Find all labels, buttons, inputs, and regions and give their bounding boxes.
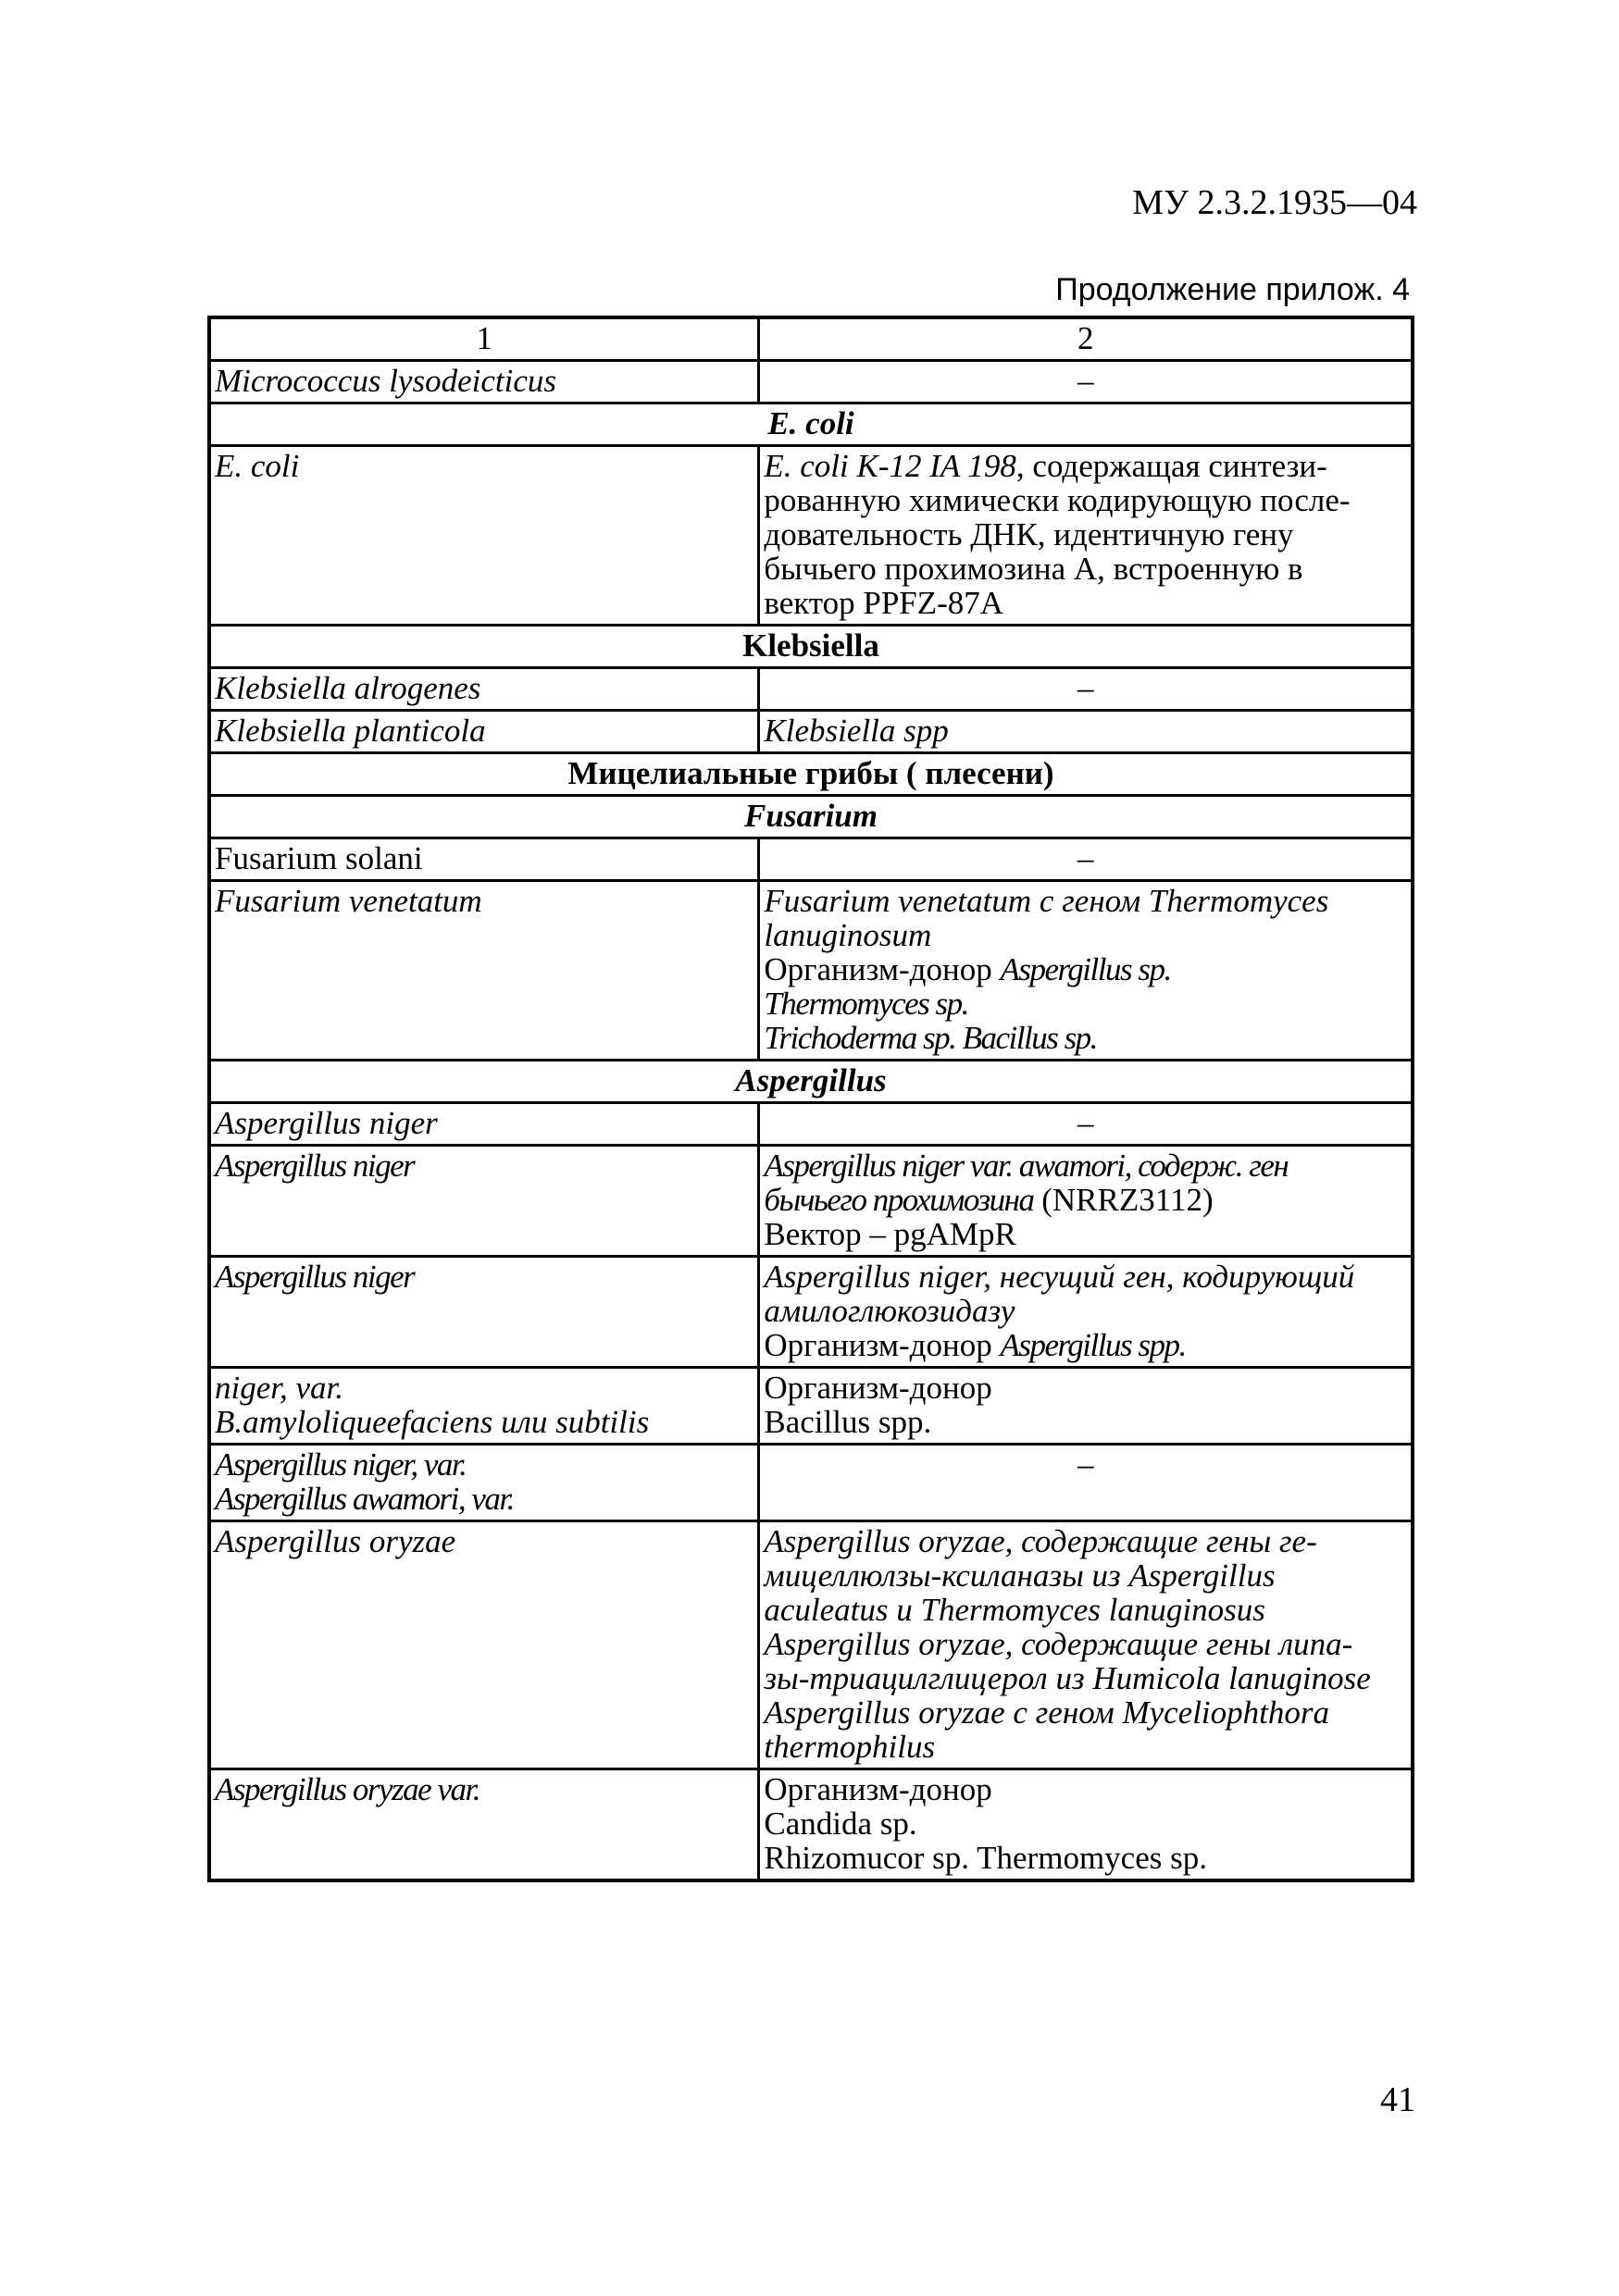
cell-text: вектор PPFZ-87A xyxy=(764,585,1004,621)
cell-text: рованную химически кодирующую после- xyxy=(764,482,1351,518)
organism-cell: Klebsiella planticola xyxy=(209,711,759,753)
continuation-label: Продолжение прилож. 4 xyxy=(1055,272,1410,307)
cell-text: , содержащая синтези- xyxy=(1015,448,1327,484)
organism-cell: Aspergillus niger xyxy=(209,1146,759,1257)
section-row xyxy=(209,753,1413,796)
cell-text: Candida sp. xyxy=(764,1806,917,1842)
cell-text: Организм-донор xyxy=(764,951,992,987)
modification-cell xyxy=(759,1769,1413,1881)
organisms-table xyxy=(207,316,1414,1882)
organism-cell: E. coli xyxy=(209,446,759,626)
organism-cell: Aspergillus niger xyxy=(209,1103,759,1146)
cell-text: Bacillus spp. xyxy=(764,1404,932,1440)
cell-text: довательность ДНК, идентичную гену xyxy=(764,516,1294,552)
cell-text: Rhizomucor sp. Thermomyces sp. xyxy=(764,1840,1207,1876)
table-row xyxy=(209,1146,1413,1257)
modification-cell xyxy=(759,1368,1413,1445)
cell-text: Trichoderma sp. Bacillus sp. xyxy=(764,1020,1097,1056)
section-heading: Fusarium xyxy=(209,796,1413,838)
modification-cell xyxy=(759,1146,1413,1257)
modification-cell: – xyxy=(759,1445,1413,1521)
modification-cell: – xyxy=(759,1103,1413,1146)
document-code: МУ 2.3.2.1935—04 xyxy=(1132,183,1417,222)
modification-cell: – xyxy=(759,361,1413,403)
table-row xyxy=(209,881,1413,1061)
section-row xyxy=(209,626,1413,668)
page-number: 41 xyxy=(1380,2080,1415,2119)
cell-text: lanuginosum xyxy=(764,917,932,953)
table-row xyxy=(209,1257,1413,1368)
organism-cell: Aspergillus oryzae var. xyxy=(209,1769,759,1881)
cell-text: Fusarium venetatum с геном Thermomyces xyxy=(764,883,1329,919)
table-row xyxy=(209,668,1413,711)
modification-cell: – xyxy=(759,668,1413,711)
cell-text: Вектор – pgAMpR xyxy=(764,1216,1016,1252)
section-row xyxy=(209,1061,1413,1103)
section-heading: E. coli xyxy=(209,403,1413,446)
cell-text: Aspergillus niger, var. xyxy=(215,1446,467,1483)
column-header-1: 1 xyxy=(209,317,759,361)
cell-text: thermophilus xyxy=(764,1729,936,1765)
cell-text: Aspergillus niger, несущий ген, кодирующий xyxy=(764,1259,1355,1295)
cell-text: Aspergillus sp. xyxy=(1000,951,1171,987)
cell-text: Aspergillus oryzae, содержащие гены ге- xyxy=(764,1523,1317,1559)
table-header-row xyxy=(209,317,1413,361)
cell-text: зы-триацилглицерол из Humicola lanuginose xyxy=(764,1660,1371,1696)
cell-text: бычьего прохимозина xyxy=(764,1182,1034,1218)
table-row xyxy=(209,1445,1413,1521)
modification-cell: Klebsiella spp xyxy=(759,711,1413,753)
table-row xyxy=(209,1769,1413,1881)
cell-text: B.amyloliqueefaciens или subtilis xyxy=(215,1404,650,1440)
column-header-2: 2 xyxy=(759,317,1413,361)
section-heading: Aspergillus xyxy=(209,1061,1413,1103)
organism-cell: Fusarium venetatum xyxy=(209,881,759,1061)
cell-text: niger, var. xyxy=(215,1370,344,1406)
organism-cell: Micrococcus lysodeicticus xyxy=(209,361,759,403)
modification-cell xyxy=(759,1257,1413,1368)
section-heading: Мицелиальные грибы ( плесени) xyxy=(209,753,1413,796)
cell-text: мицеллюлзы-ксиланазы из Aspergillus xyxy=(764,1558,1276,1594)
cell-text: Организм-донор xyxy=(764,1327,992,1363)
modification-cell: – xyxy=(759,838,1413,881)
table-row xyxy=(209,1521,1413,1769)
modification-cell xyxy=(759,1521,1413,1769)
table-row xyxy=(209,446,1413,626)
section-row xyxy=(209,403,1413,446)
cell-text: Aspergillus spp. xyxy=(1000,1327,1186,1363)
cell-text: Организм-донор xyxy=(764,1771,992,1807)
cell-text: Aspergillus oryzae с геном Myceliophthora xyxy=(764,1694,1329,1731)
organism-cell: Klebsiella alrogenes xyxy=(209,668,759,711)
cell-text: бычьего прохимозина А, встроенную в xyxy=(764,551,1303,587)
cell-text: Организм-донор xyxy=(764,1370,992,1406)
cell-text: E. coli K-12 IA 198 xyxy=(764,448,1016,484)
organism-cell xyxy=(209,1368,759,1445)
organism-cell: Aspergillus niger xyxy=(209,1257,759,1368)
table-row xyxy=(209,1368,1413,1445)
cell-text: Aspergillus oryzae, содержащие гены липа- xyxy=(764,1626,1353,1662)
table-row xyxy=(209,1103,1413,1146)
table-row xyxy=(209,361,1413,403)
organism-cell: Fusarium solani xyxy=(209,838,759,881)
organism-cell xyxy=(209,1445,759,1521)
cell-text: амилоглюкозидазу xyxy=(764,1293,1015,1329)
cell-text: (NRRZ3112) xyxy=(1041,1182,1214,1218)
modification-cell xyxy=(759,881,1413,1061)
modification-cell xyxy=(759,446,1413,626)
table-row xyxy=(209,711,1413,753)
section-row xyxy=(209,796,1413,838)
cell-text: Aspergillus awamori, var. xyxy=(215,1481,514,1517)
cell-text: Aspergillus niger var. awamori, содерж. ген xyxy=(764,1148,1289,1184)
cell-text: aculeatus и Thermomyces lanuginosus xyxy=(764,1592,1265,1628)
organism-cell: Aspergillus oryzae xyxy=(209,1521,759,1769)
section-heading: Klebsiella xyxy=(209,626,1413,668)
table-row xyxy=(209,838,1413,881)
cell-text: Thermomyces sp. xyxy=(764,986,968,1022)
